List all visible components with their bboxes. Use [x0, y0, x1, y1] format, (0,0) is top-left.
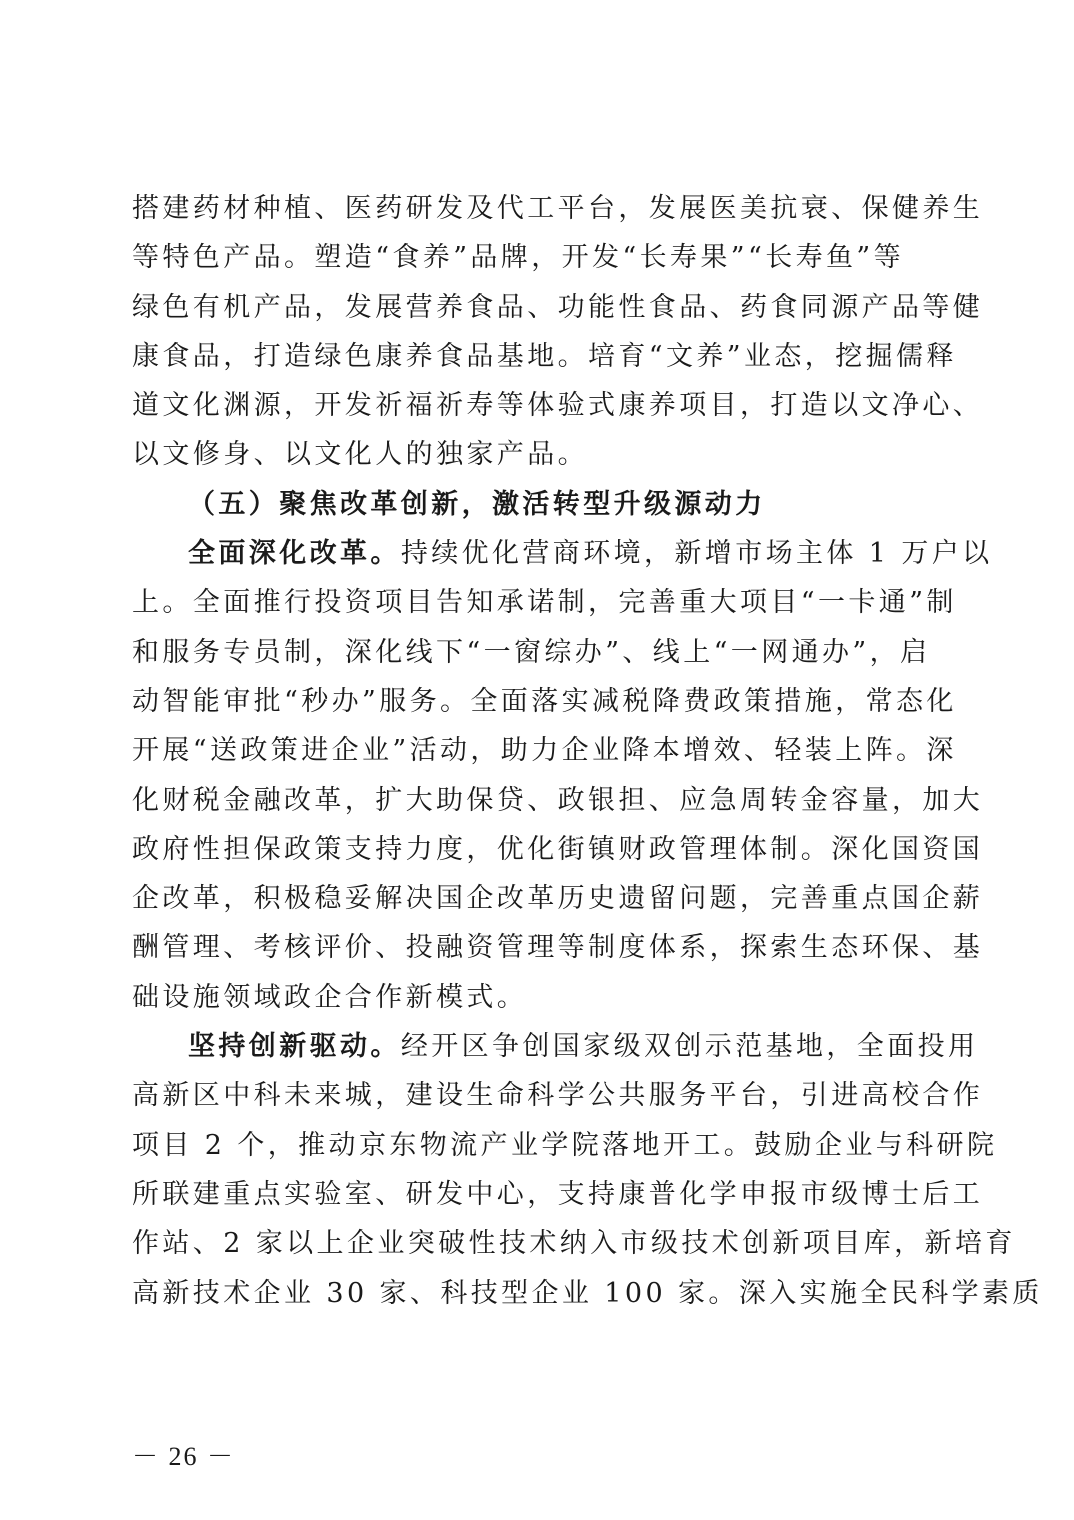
paragraph2-line: 企改革，积极稳妥解决国企改革历史遗留问题，完善重点国企薪	[132, 883, 984, 915]
paragraph1-line: 以文修身、以文化人的独家产品。	[132, 439, 588, 471]
paragraph3-line: 作站、2 家以上企业突破性技术纳入市级技术创新项目库，新培育	[132, 1228, 1016, 1260]
paragraph3-first-line	[132, 1022, 979, 1071]
paragraph1-line: 等特色产品。塑造“食养”品牌，开发“长寿果”“长寿鱼”等	[132, 242, 905, 274]
paragraph2-first-line-text: 持续优化营商环境，新增市场主体 1 万户以	[400, 538, 993, 570]
paragraph2-line: 动智能审批“秒办”服务。全面落实减税降费政策措施，常态化	[132, 685, 957, 717]
paragraph2-line: 上。全面推行投资项目告知承诺制，完善重大项目“一卡通”制	[132, 587, 957, 619]
paragraph2-line: 开展“送政策进企业”活动，助力企业降本增效、轻装上阵。深	[132, 735, 957, 767]
paragraph1-line: 康食品，打造绿色康养食品基地。培育“文养”业态，挖掘儒释	[132, 340, 957, 372]
page-number: － 26 －	[132, 1442, 236, 1471]
paragraph3-lead: 坚持创新驱动。	[188, 1031, 401, 1063]
paragraph3-line: 高新技术企业 30 家、科技型企业 100 家。深入实施全民科学素质	[132, 1277, 1043, 1309]
paragraph2-line: 酬管理、考核评价、投融资管理等制度体系，探索生态环保、基	[132, 932, 984, 964]
paragraph1-line: 道文化渊源，开发祈福祈寿等体验式康养项目，打造以文净心、	[132, 390, 984, 422]
paragraph1-line: 绿色有机产品，发展营养食品、功能性食品、药食同源产品等健	[132, 291, 984, 323]
paragraph3-line: 所联建重点实验室、研发中心，支持康普化学申报市级博士后工	[132, 1178, 984, 1210]
body-text	[132, 184, 1043, 1318]
paragraph2-first-line	[132, 529, 993, 578]
paragraph2-line: 政府性担保政策支持力度，优化街镇财政管理体制。深化国资国	[132, 833, 984, 865]
paragraph2-line: 化财税金融改革，扩大助保贷、政银担、应急周转金容量，加大	[132, 784, 984, 816]
paragraph3-line: 项目 2 个，推动京东物流产业学院落地开工。鼓励企业与科研院	[132, 1129, 998, 1161]
paragraph3-line: 高新区中科未来城，建设生命科学公共服务平台，引进高校合作	[132, 1080, 984, 1112]
paragraph2-line: 础设施领域政企合作新模式。	[132, 981, 528, 1013]
paragraph1-line: 搭建药材种植、医药研发及代工平台，发展医美抗衰、保健养生	[132, 193, 984, 224]
paragraph2-line: 和服务专员制，深化线下“一窗综办”、线上“一网通办”，启	[132, 636, 931, 668]
paragraph2-lead: 全面深化改革。	[188, 538, 401, 570]
section-heading: （五）聚焦改革创新，激活转型升级源动力	[188, 488, 766, 520]
paragraph3-first-line-text: 经开区争创国家级双创示范基地，全面投用	[400, 1031, 979, 1063]
